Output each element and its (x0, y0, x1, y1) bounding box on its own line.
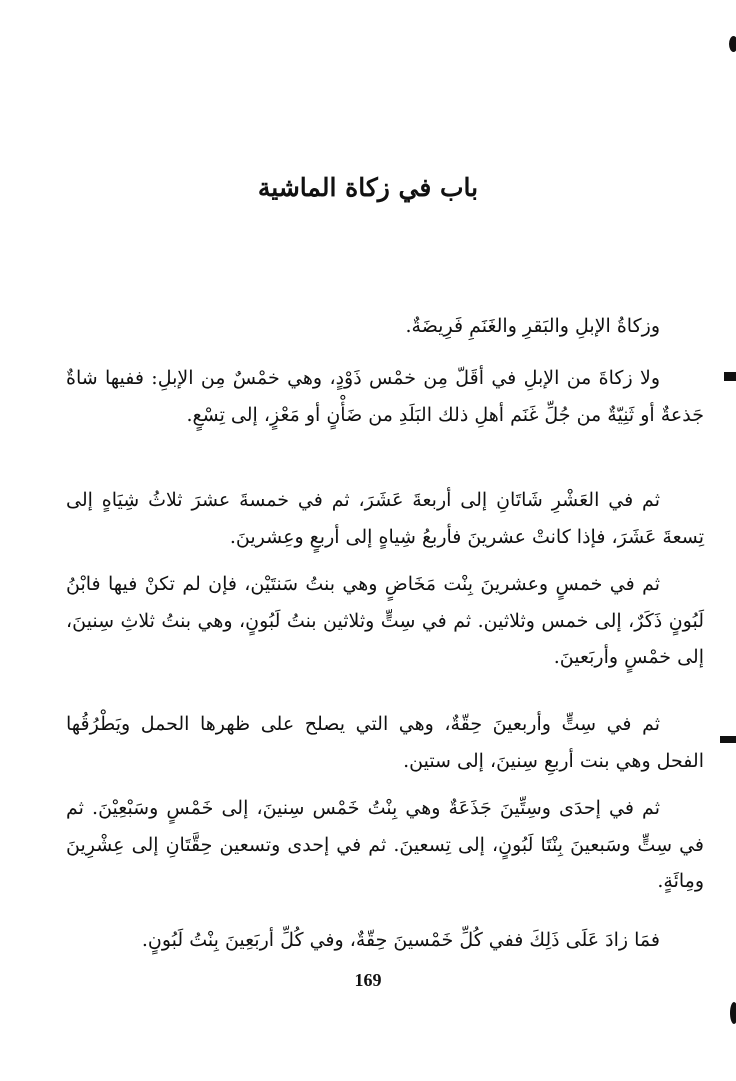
scan-edge-mark (730, 1002, 736, 1024)
scan-edge-mark (720, 736, 736, 743)
paragraph: ولا زكاةَ من الإبلِ في أقَلّ مِن خمْس ذَوْدٍ، وهي خمْسٌ مِن الإبلِ: ففيها شاةٌ جَذعةٌ أو ثَنِيّةٌ من جُلِّ غَنَم أهلِ ذلك البَلَدِ من ضَأْنٍ أو مَعْزٍ، إلى تِسْعٍ. (66, 367, 704, 426)
paragraph: فمَا زادَ عَلَى ذَلِكَ ففي كُلِّ خَمْسينَ حِقّةٌ، وفي كُلِّ أربَعِينَ بِنْتُ لَبُونٍ. (141, 929, 660, 951)
paragraph: وزكاةُ الإبلِ والبَقرِ والغَنَمِ فَرِيضَةٌ. (405, 315, 660, 337)
page-number: 169 (354, 970, 382, 990)
paragraph: ثم في العَشْرِ شَاتَانِ إلى أربعةَ عَشَرَ، ثم في خمسةَ عشرَ ثلاثُ شِيَاهٍ إلى تِسعةَ عَشَرَ، فإذا كانتْ عشرينَ فأربعُ شِياهٍ إلى أربعٍ وعِشرينَ. (66, 489, 704, 548)
chapter-title: باب في زكاة الماشية (257, 173, 479, 202)
scan-edge-mark (724, 372, 736, 381)
paragraph: ثم في إحدَى وسِتِّينَ جَذَعَةٌ وهي بِنْتُ خَمْس سِنينَ، إلى خَمْسٍ وسَبْعِيْنَ. ثم في سِتٍّ وسَبعينَ بِنْتَا لَبُونٍ، إلى تِسعينَ. ثم في إحدى وتسعين حِقَّتَانِ إلى عِشْرِينَ ومِائَةٍ. (66, 797, 704, 892)
scan-edge-mark (729, 36, 736, 52)
paragraph: ثم في خمسٍ وعشرينَ بِنْت مَخَاضٍ وهي بنتُ سَنتَيْن، فإن لم تكنْ فيها فابْنُ لَبُونٍ ذَكَرٌ، إلى خمس وثلاثين. ثم في سِتٍّ وثلاثين بنتُ لَبُونٍ، وهي بنتُ ثلاثِ سِنينَ، إلى خمْسٍ وأربَعينَ. (66, 573, 704, 668)
paragraph: ثم في سِتٍّ وأربعينَ حِقّةٌ، وهي التي يصلح على ظهرها الحمل ويَطْرُقُها الفحل وهي بنت أربعِ سِنينَ، إلى ستين. (66, 713, 704, 772)
